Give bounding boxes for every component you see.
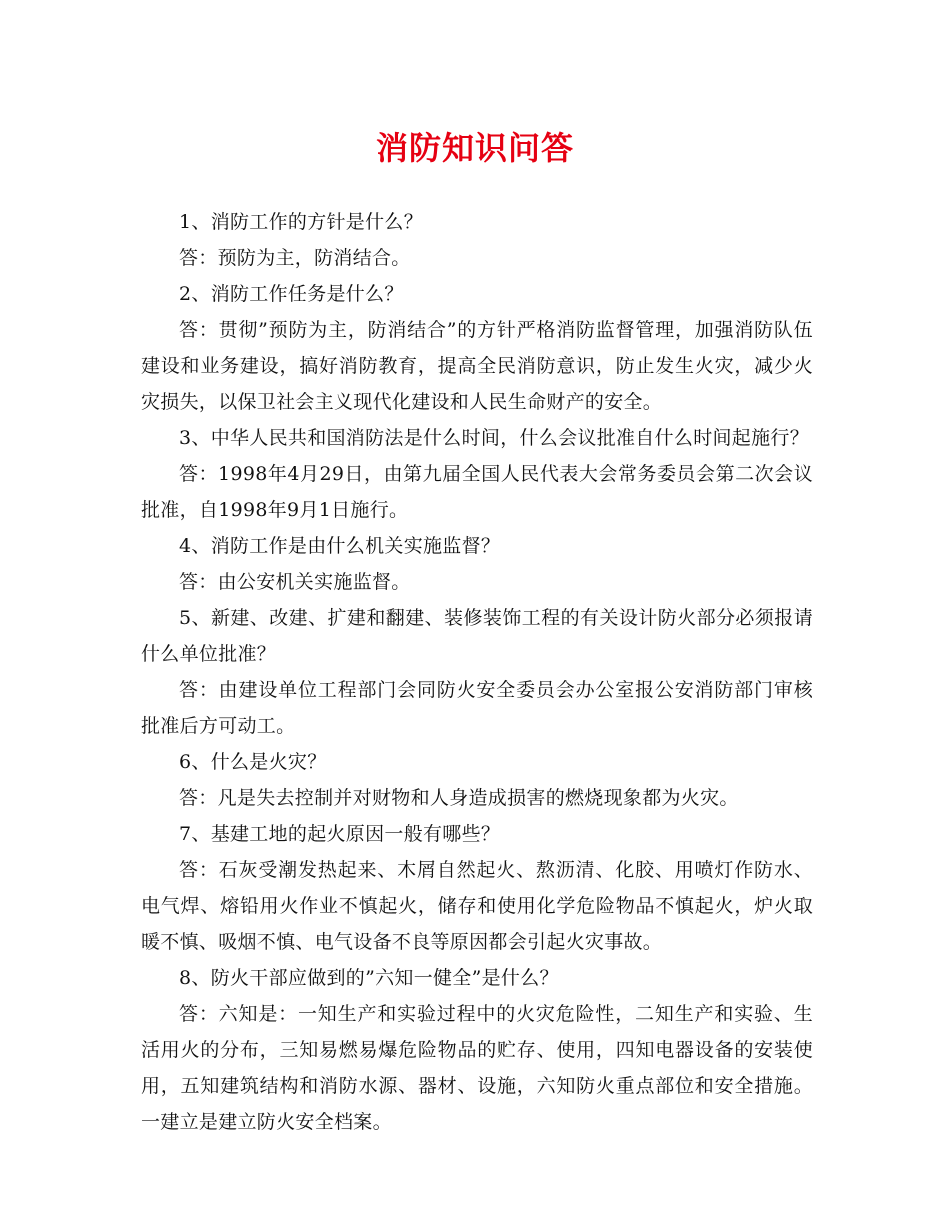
question-6: 6、什么是火灾？	[179, 751, 327, 773]
question-2: 2、消防工作任务是什么？	[179, 283, 404, 305]
document-body	[141, 204, 813, 1140]
page-title: 消防知识问答	[375, 129, 574, 167]
answer-7: 答：石灰受潮发热起来、木屑自然起火、熬沥清、化胶、用喷灯作防水、电气焊、熔铅用火作业不慎起火，储存和使用化学危险物品不慎起火，炉火取暖不慎、吸烟不慎、电气设备不良等原因都会引起火灾事故。	[141, 859, 813, 953]
question-4: 4、消防工作是由什么机关实施监督？	[179, 535, 501, 557]
answer-3: 答：1998年4月29日，由第九届全国人民代表大会常务委员会第二次会议批准，自1998年9月1日施行。	[141, 463, 813, 521]
question-1: 1、消防工作的方针是什么？	[179, 211, 423, 233]
answer-4: 答：由公安机关实施监督。	[179, 571, 411, 593]
answer-2: 答：贯彻”预防为主，防消结合”的方针严格消防监督管理，加强消防队伍建设和业务建设，搞好消防教育，提高全民消防意识，防止发生火灾，减少火灾损失，以保卫社会主义现代化建设和人民生命财产的安全。	[141, 319, 813, 413]
question-5: 5、新建、改建、扩建和翻建、装修装饰工程的有关设计防火部分必须报请什么单位批准？	[141, 607, 813, 665]
question-7: 7、基建工地的起火原因一般有哪些？	[179, 823, 501, 845]
answer-8: 答：六知是：一知生产和实验过程中的火灾危险性，二知生产和实验、生活用火的分布，三知易燃易爆危险物品的贮存、使用，四知电器设备的安装使用，五知建筑结构和消防水源、器材、设施，六知防火重点部位和安全措施。一建立是建立防火安全档案。	[141, 1003, 813, 1133]
question-3: 3、中华人民共和国消防法是什么时间，什么会议批准自什么时间起施行？	[179, 427, 809, 449]
answer-6: 答：凡是失去控制并对财物和人身造成损害的燃烧现象都为火灾。	[179, 787, 739, 809]
answer-5: 答：由建设单位工程部门会同防火安全委员会办公室报公安消防部门审核批准后方可动工。	[141, 679, 813, 737]
question-8: 8、防火干部应做到的”六知一健全”是什么？	[179, 967, 559, 989]
answer-1: 答：预防为主，防消结合。	[179, 247, 411, 269]
